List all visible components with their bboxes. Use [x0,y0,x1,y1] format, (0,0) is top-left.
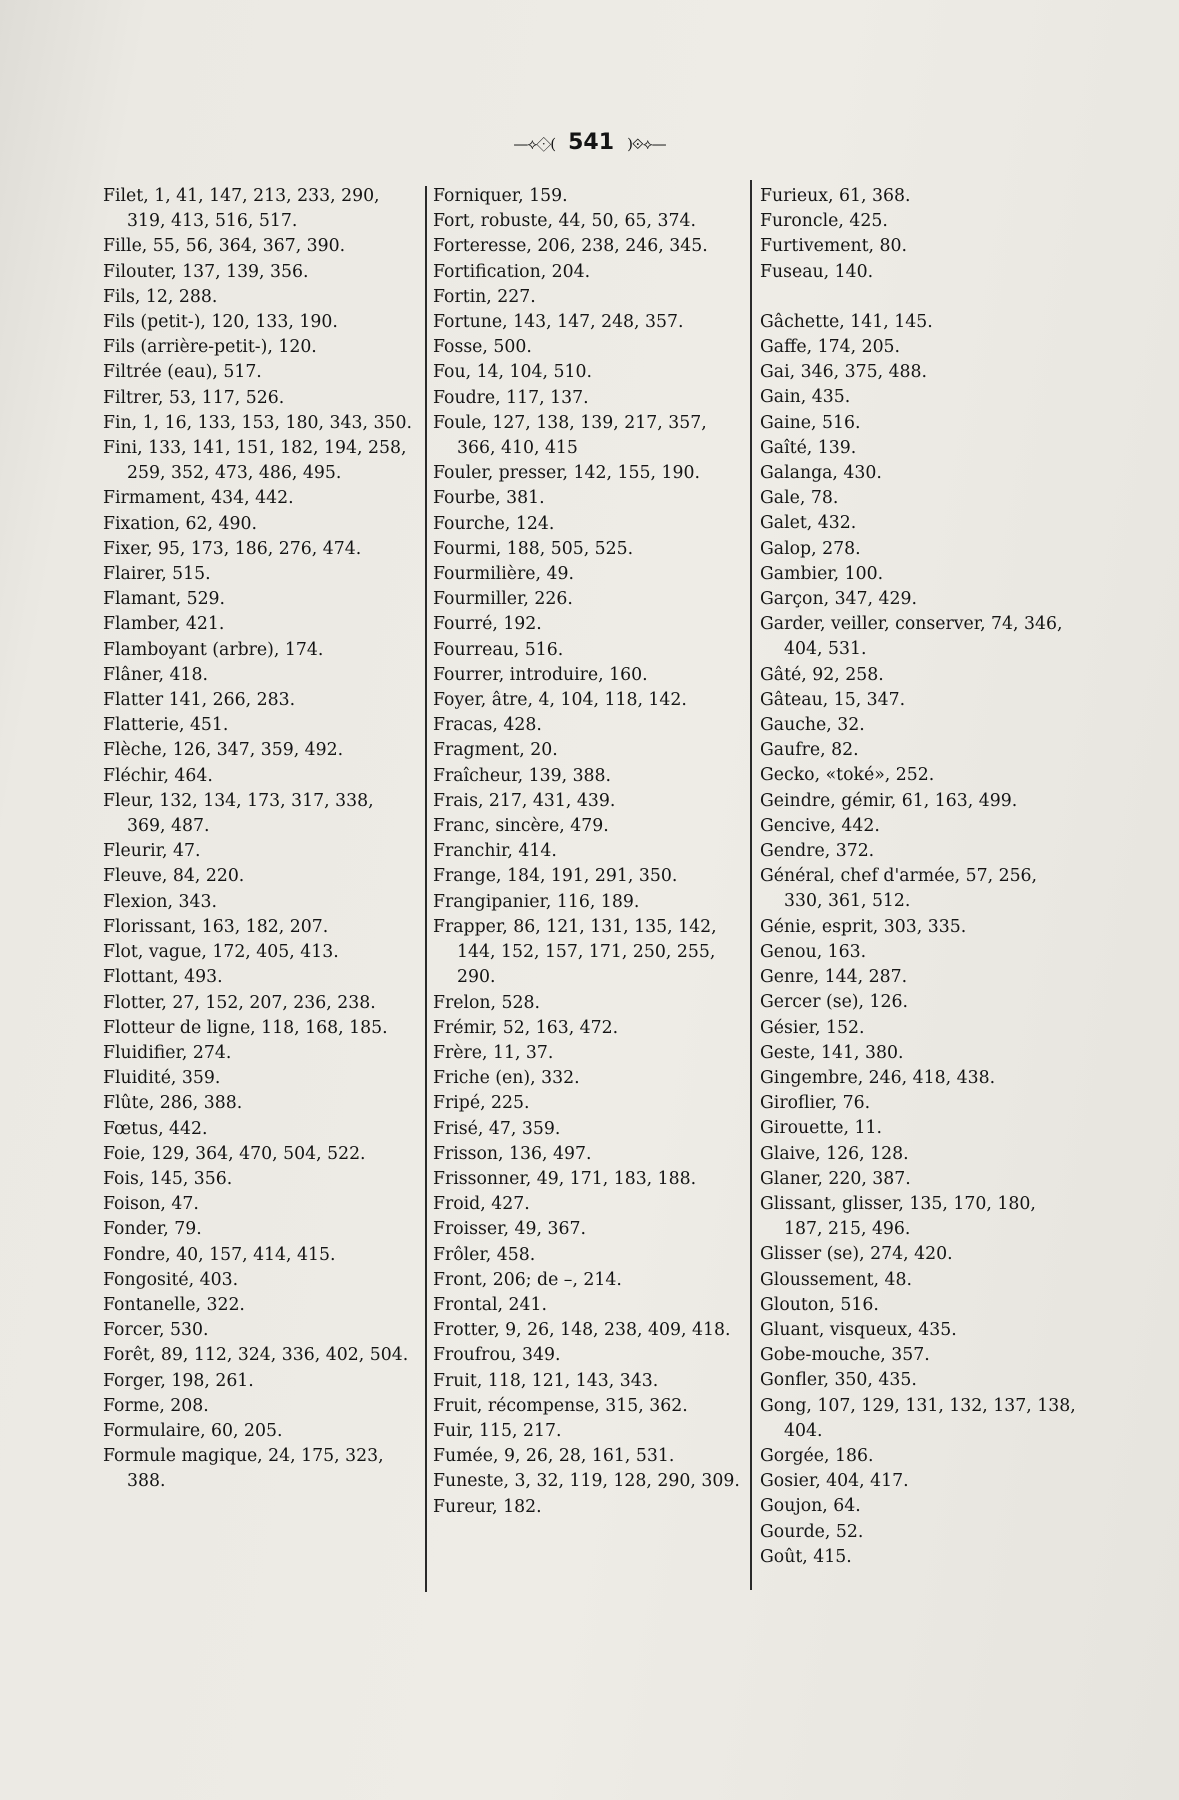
index-entry: Gâteau, 15, 347. [760,689,906,710]
index-entry: Foison, 47. [103,1194,199,1215]
index-entry: Gercer (se), 126. [760,992,908,1013]
index-entry: Fruit, récompense, 315, 362. [433,1395,688,1416]
index-entry: Flamber, 421. [103,614,225,635]
index-entry: Girouette, 11. [760,1118,882,1139]
index-entry: Gai, 346, 375, 488. [760,362,928,383]
index-entry: Fureur, 182. [433,1496,542,1517]
index-entry: Flâner, 418. [103,664,209,685]
index-entry: Frontal, 241. [433,1294,548,1315]
index-entry: Gong, 107, 129, 131, 132, 137, 138, 404. [760,1395,1076,1441]
index-entry: Fontanelle, 322. [103,1294,245,1315]
index-entry: Galanga, 430. [760,463,882,484]
index-entry: Franchir, 414. [433,841,557,862]
index-entry: Frotter, 9, 26, 148, 238, 409, 418. [433,1320,731,1341]
index-entry: Geindre, gémir, 61, 163, 499. [760,790,1018,811]
index-entry: Giroflier, 76. [760,1093,871,1114]
index-entry: Gaffe, 174, 205. [760,337,901,358]
index-entry: Flottant, 493. [103,967,223,988]
index-entry: Goujon, 64. [760,1496,861,1517]
index-entry: Gobe-mouche, 357. [760,1345,930,1366]
index-entry: Forcer, 530. [103,1320,209,1341]
index-entry: Glouton, 516. [760,1294,879,1315]
index-entry: Front, 206; de –, 214. [433,1269,622,1290]
index-entry: Forme, 208. [103,1395,209,1416]
index-entry: Foudre, 117, 137. [433,387,589,408]
index-entry: Fois, 145, 356. [103,1168,233,1189]
index-entry: Gaîté, 139. [760,437,857,458]
index-entry: Gaine, 516. [760,412,861,433]
index-entry: Flûte, 286, 388. [103,1093,243,1114]
index-entry: Frôler, 458. [433,1244,536,1265]
left-ornament: —⟡⟐( [513,135,556,153]
index-entry: Fort, robuste, 44, 50, 65, 374. [433,211,696,232]
index-entry: Fléchir, 464. [103,765,213,786]
index-entry: Fouler, presser, 142, 155, 190. [433,463,700,484]
index-entry: Gencive, 442. [760,815,880,836]
index-entry: Flamant, 529. [103,589,226,610]
index-entry: Gésier, 152. [760,1017,865,1038]
index-entry: Fracas, 428. [433,715,542,736]
index-entry: Gale, 78. [760,488,839,509]
right-ornament: )⟐⟡— [627,135,666,153]
index-entry: Filouter, 137, 139, 356. [103,261,309,282]
index-entry: Florissant, 163, 182, 207. [103,916,329,937]
index-entry: Frangipanier, 116, 189. [433,891,640,912]
index-entry: Gluant, visqueux, 435. [760,1319,957,1340]
page-header [0,130,1179,155]
index-entry: Fruit, 118, 121, 143, 343. [433,1370,659,1391]
page-number: 541 [568,130,615,155]
index-entry: Fongosité, 403. [103,1269,239,1290]
index-entry: Fourrer, introduire, 160. [433,664,648,685]
index-entry: Forêt, 89, 112, 324, 336, 402, 504. [103,1345,409,1366]
index-entry: Flotter, 27, 152, 207, 236, 238. [103,992,376,1013]
index-entry: Flèche, 126, 347, 359, 492. [103,740,344,761]
index-entry: Frissonner, 49, 171, 183, 188. [433,1168,697,1189]
column-divider-left [425,186,427,1592]
index-entry: Fripé, 225. [433,1093,530,1114]
index-entry: Frapper, 86, 121, 131, 135, 142, 144, 152, 157, 171, 250, 255, 290. [433,916,717,988]
index-entry: Gecko, «toké», 252. [760,765,935,786]
index-entry: Fourche, 124. [433,513,555,534]
index-entry: Garçon, 347, 429. [760,589,918,610]
index-entry: Fœtus, 442. [103,1118,208,1139]
index-entry: Forniquer, 159. [433,186,568,206]
index-entry: Furoncle, 425. [760,211,888,232]
section-gap [760,285,1078,310]
index-block-g [760,310,1078,1570]
index-entry: Galop, 278. [760,538,861,559]
index-block-f [760,184,1078,285]
index-entry: Fluidifier, 274. [103,1042,232,1063]
index-entry: Général, chef d'armée, 57, 256, 330, 361, 512. [760,866,1038,912]
index-entry: Foule, 127, 138, 139, 217, 357, 366, 410, 415 [433,412,707,459]
index-entry: Formulaire, 60, 205. [103,1420,283,1441]
index-entry: Fortune, 143, 147, 248, 357. [433,312,684,333]
index-entry: Filet, 1, 41, 147, 213, 233, 290, 319, 413, 516, 517. [103,186,380,232]
index-entry: Flot, vague, 172, 405, 413. [103,942,339,963]
index-entry: Fourreau, 516. [433,639,564,660]
index-entry: Friche (en), 332. [433,1068,580,1089]
index-entry: Gloussement, 48. [760,1269,912,1290]
index-entry: Glaner, 220, 387. [760,1168,911,1189]
index-entry: Fortin, 227. [433,286,536,307]
index-entry: Gâté, 92, 258. [760,664,884,685]
index-entry: Frisé, 47, 359. [433,1118,561,1139]
index-entry: Flexion, 343. [103,891,218,912]
index-entry: Goût, 415. [760,1546,852,1567]
index-entry: Fou, 14, 104, 510. [433,362,592,383]
index-entry: Fortification, 204. [433,261,591,282]
index-entry: Gosier, 404, 417. [760,1471,909,1492]
index-entry: Fils, 12, 288. [103,286,218,307]
index-entry: Flatter 141, 266, 283. [103,690,296,711]
index-entry: Fuseau, 140. [760,261,874,282]
index-entry: Garder, veiller, conserver, 74, 346, 404, 531. [760,614,1063,660]
index-entry: Fourmi, 188, 505, 525. [433,538,634,559]
index-entry: Fils (petit-), 120, 133, 190. [103,312,338,333]
index-entry: Frange, 184, 191, 291, 350. [433,866,678,887]
index-entry: Fourbe, 381. [433,488,545,509]
index-entry: Froisser, 49, 367. [433,1219,586,1240]
index-entry: Gaufre, 82. [760,740,859,761]
index-entry: Gendre, 372. [760,841,875,862]
index-entry: Fixation, 62, 490. [103,513,258,534]
index-entry: Fourré, 192. [433,614,542,635]
column-divider-right [750,180,752,1590]
index-entry: Fragment, 20. [433,740,558,761]
index-entry: Fumée, 9, 26, 28, 161, 531. [433,1446,675,1467]
index-entry: Fin, 1, 16, 133, 153, 180, 343, 350. [103,412,412,433]
index-entry: Frisson, 136, 497. [433,1143,592,1164]
index-entry: Galet, 432. [760,513,857,534]
index-entry: Fleurir, 47. [103,841,201,862]
index-entry: Flatterie, 451. [103,715,229,736]
index-entry: Fuir, 115, 217. [433,1420,562,1441]
index-entry: Fils (arrière-petit-), 120. [103,337,317,358]
index-entry: Frémir, 52, 163, 472. [433,1017,619,1038]
index-entry: Génie, esprit, 303, 335. [760,916,967,937]
index-entry: Franc, sincère, 479. [433,816,609,837]
index-entry: Firmament, 434, 442. [103,488,294,509]
index-entry: Fleuve, 84, 220. [103,866,245,887]
index-entry: Gorgée, 186. [760,1445,874,1466]
index-entry: Geste, 141, 380. [760,1042,904,1063]
index-entry: Gourde, 52. [760,1521,864,1542]
index-entry: Filtrée (eau), 517. [103,362,262,383]
index-entry: Fluidité, 359. [103,1068,221,1089]
index-entry: Glissant, glisser, 135, 170, 180, 187, 215, 496. [760,1193,1036,1240]
index-entry: Forteresse, 206, 238, 246, 345. [433,236,708,257]
index-entry: Fraîcheur, 139, 388. [433,765,612,786]
index-entry: Fondre, 40, 157, 414, 415. [103,1244,336,1265]
index-entry: Froufrou, 349. [433,1345,561,1366]
index-entry: Fixer, 95, 173, 186, 276, 474. [103,538,362,559]
index-entry: Fille, 55, 56, 364, 367, 390. [103,236,346,257]
index-entry: Genou, 163. [760,941,867,962]
index-entry: Fonder, 79. [103,1219,202,1240]
index-entry: Flotteur de ligne, 118, 168, 185. [103,1017,388,1038]
index-column-2 [433,184,749,1520]
index-entry: Foyer, âtre, 4, 104, 118, 142. [433,690,687,711]
index-entry: Fourmilière, 49. [433,564,574,585]
index-entry: Fleur, 132, 134, 173, 317, 338, 369, 487. [103,790,374,837]
index-entry: Gonfler, 350, 435. [760,1370,917,1391]
index-entry: Formule magique, 24, 175, 323, 388. [103,1446,384,1492]
index-entry: Frais, 217, 431, 439. [433,790,616,811]
index-entry: Flamboyant (arbre), 174. [103,639,324,660]
index-column-1 [103,184,415,1495]
index-entry: Glisser (se), 274, 420. [760,1244,953,1265]
index-entry: Foie, 129, 364, 470, 504, 522. [103,1143,366,1164]
index-entry: Gain, 435. [760,387,851,408]
index-entry: Glaive, 126, 128. [760,1143,909,1164]
index-entry: Flairer, 515. [103,564,211,585]
index-entry: Frère, 11, 37. [433,1042,554,1063]
index-entry: Frelon, 528. [433,992,541,1013]
index-entry: Fini, 133, 141, 151, 182, 194, 258, 259, 352, 473, 486, 495. [103,438,407,484]
index-entry: Furieux, 61, 368. [760,186,911,206]
index-entry: Fosse, 500. [433,337,532,358]
index-entry: Gâchette, 141, 145. [760,311,933,332]
index-entry: Gambier, 100. [760,563,884,584]
index-entry: Furtivement, 80. [760,236,908,257]
index-column-3 [760,184,1078,1570]
index-entry: Forger, 198, 261. [103,1370,254,1391]
index-entry: Froid, 427. [433,1194,530,1215]
index-entry: Genre, 144, 287. [760,967,908,988]
index-entry: Gingembre, 246, 418, 438. [760,1067,996,1088]
index-entry: Gauche, 32. [760,715,865,736]
index-entry: Filtrer, 53, 117, 526. [103,387,285,408]
index-entry: Funeste, 3, 32, 119, 128, 290, 309. [433,1471,740,1492]
index-entry: Fourmiller, 226. [433,589,573,610]
